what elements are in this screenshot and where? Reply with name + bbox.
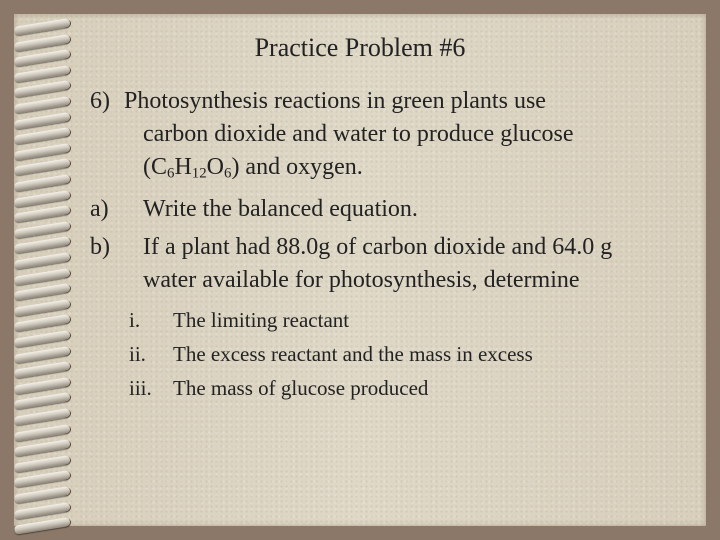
part-b-marker: b) [90,234,110,260]
part-a-text: Write the balanced equation. [143,196,418,222]
binding-coil [14,314,71,332]
binding-coil [14,158,71,176]
binding-coil [14,361,71,379]
hydrogen-symbol: H [174,154,192,180]
binding-coil [14,221,71,239]
binding-coil [14,268,71,286]
binding-coil [14,330,71,348]
slide-title: Practice Problem #6 [254,33,466,62]
spiral-binding [0,0,80,540]
binding-coil [14,502,71,520]
carbon-subscript: 6 [167,165,175,182]
subpart-marker: i. [129,308,141,332]
subpart-text: The excess reactant and the mass in excess [173,342,533,366]
binding-coil [14,283,71,301]
binding-coil [14,346,71,364]
subpart-text: The mass of glucose produced [173,376,429,400]
subpart-marker: ii. [129,342,146,366]
binding-coil [14,80,71,98]
problem-number: 6) [90,88,110,114]
formula-open: (C [143,154,167,180]
binding-coil [14,517,71,535]
subpart-marker: iii. [129,376,152,400]
binding-coil [14,408,71,426]
binding-coil [14,112,71,130]
formula-close: ) and oxygen. [231,154,363,180]
binding-coil [14,127,71,145]
binding-coil [14,392,71,410]
binding-coil [14,455,71,473]
part-b-line-1: If a plant had 88.0g of carbon dioxide and 64.0 g [143,234,613,260]
problem-line-3 [143,154,363,181]
binding-coil [14,377,71,395]
binding-coil [14,252,71,270]
binding-coil [14,65,71,83]
binding-coil [14,190,71,208]
binding-coil [14,205,71,223]
binding-coil [14,424,71,442]
subpart-text: The limiting reactant [173,308,350,332]
problem-line-1: Photosynthesis reactions in green plants use [124,88,546,114]
binding-coil [14,96,71,114]
hydrogen-subscript: 12 [191,165,207,182]
binding-coil [14,174,71,192]
binding-coil [14,299,71,317]
problem-line-2: carbon dioxide and water to produce glucose [143,121,574,147]
binding-coil [14,143,71,161]
part-b-line-2: water available for photosynthesis, determine [143,267,580,293]
binding-coil [14,236,71,254]
binding-coil [14,439,71,457]
oxygen-subscript: 6 [224,165,232,182]
oxygen-symbol: O [206,154,224,180]
part-a-marker: a) [90,196,109,222]
binding-coil [14,486,71,504]
binding-coil [14,470,71,488]
